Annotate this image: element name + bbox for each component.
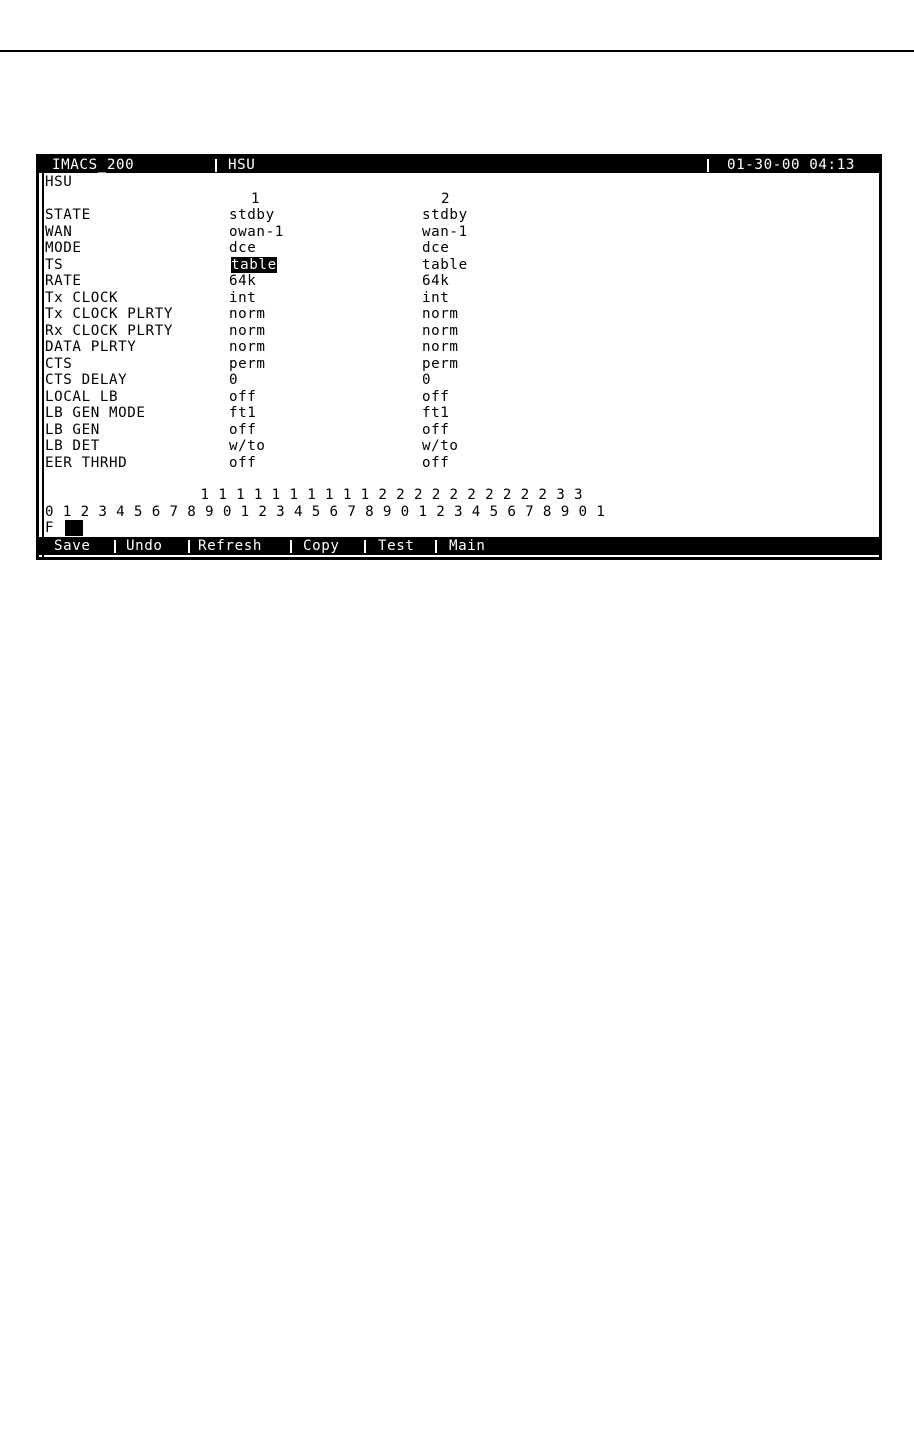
undo-button[interactable]: Undo: [126, 538, 163, 554]
screen-name: HSU: [228, 157, 256, 173]
terminal-header-bar: [39, 157, 879, 173]
row-value-col1[interactable]: dce: [229, 240, 257, 256]
row-value-col1[interactable]: off: [229, 388, 257, 405]
row-label: LOCAL LB: [45, 388, 119, 405]
row-label: LB GEN MODE: [45, 405, 146, 421]
row-label: Rx CLOCK PLRTY: [45, 322, 173, 339]
header-datetime: 01-30-00 04:13: [727, 157, 855, 173]
save-button[interactable]: Save: [54, 538, 91, 554]
timeslot-assignment-row: F: [45, 520, 55, 536]
row-label: CTS: [45, 355, 73, 372]
row-value-col2[interactable]: off: [422, 421, 450, 438]
row-value-col2[interactable]: norm: [422, 306, 459, 322]
refresh-button[interactable]: Refresh: [198, 538, 262, 554]
row-value-col2[interactable]: off: [422, 388, 450, 405]
row-label: LB GEN: [45, 421, 100, 438]
row-value-col1[interactable]: norm: [229, 322, 266, 339]
menu-separator: [435, 540, 437, 553]
row-value-col1[interactable]: 64k: [229, 273, 257, 289]
menu-separator: [188, 540, 190, 553]
header-separator: [707, 159, 709, 172]
command-menu-bar: [39, 537, 879, 555]
row-value-col2[interactable]: table: [422, 256, 468, 273]
row-value-col1[interactable]: stdby: [229, 207, 275, 223]
timeslot-tens-row: 1 1 1 1 1 1 1 1 1 1 2 2 2 2 2 2 2 2 2 2 3 3: [45, 487, 584, 503]
row-value-col2[interactable]: ft1: [422, 405, 450, 421]
row-value-col1[interactable]: owan-1: [229, 223, 284, 240]
row-value-col2[interactable]: w/to: [422, 438, 459, 454]
row-value-col2[interactable]: perm: [422, 355, 459, 372]
system-name: IMACS_200: [52, 157, 135, 173]
row-value-col2[interactable]: wan-1: [422, 223, 468, 240]
row-value-col2[interactable]: off: [422, 454, 450, 471]
row-value-col2[interactable]: int: [422, 289, 450, 306]
row-label: EER THRHD: [45, 454, 128, 471]
row-label: WAN: [45, 223, 73, 240]
row-label: STATE: [45, 207, 91, 223]
menu-separator: [290, 540, 292, 553]
column-header-1: 1: [251, 191, 261, 207]
column-header-2: 2: [441, 191, 451, 207]
text-cursor[interactable]: [65, 520, 83, 536]
row-label: Tx CLOCK PLRTY: [45, 306, 173, 322]
row-value-col1[interactable]: int: [229, 289, 257, 306]
test-button[interactable]: Test: [378, 538, 415, 554]
row-label: CTS DELAY: [45, 372, 128, 388]
row-value-col2[interactable]: dce: [422, 240, 450, 256]
row-value-col2[interactable]: stdby: [422, 207, 468, 223]
row-value-col1[interactable]: w/to: [229, 438, 266, 454]
terminal-window: [36, 154, 882, 560]
row-value-col1[interactable]: norm: [229, 339, 266, 355]
row-label: Tx CLOCK: [45, 289, 119, 306]
row-label: RATE: [45, 273, 82, 289]
header-separator: [215, 159, 217, 172]
menu-separator: [114, 540, 116, 553]
menu-separator: [364, 540, 366, 553]
main-button[interactable]: Main: [449, 538, 486, 554]
row-label: MODE: [45, 240, 82, 256]
row-value-col1[interactable]: ft1: [229, 405, 257, 421]
row-value-col1[interactable]: off: [229, 421, 257, 438]
row-label: LB DET: [45, 438, 100, 454]
row-value-col1[interactable]: 0: [229, 372, 239, 388]
row-value-col2[interactable]: norm: [422, 339, 459, 355]
screen-title: HSU: [45, 174, 73, 190]
row-label: TS: [45, 256, 64, 273]
row-value-col2[interactable]: 64k: [422, 273, 450, 289]
timeslot-units-row: 0 1 2 3 4 5 6 7 8 9 0 1 2 3 4 5 6 7 8 9 0 1 2 3 4 5 6 7 8 9 0 1: [45, 503, 606, 520]
row-value-col2[interactable]: norm: [422, 322, 459, 339]
page-top-rule: [0, 50, 914, 52]
row-value-col1-selected[interactable]: table: [231, 256, 277, 273]
row-label: DATA PLRTY: [45, 339, 137, 355]
row-value-col1[interactable]: norm: [229, 306, 266, 322]
copy-button[interactable]: Copy: [303, 538, 340, 554]
row-value-col2[interactable]: 0: [422, 372, 432, 388]
row-value-col1[interactable]: perm: [229, 355, 266, 372]
row-value-col1[interactable]: off: [229, 454, 257, 471]
